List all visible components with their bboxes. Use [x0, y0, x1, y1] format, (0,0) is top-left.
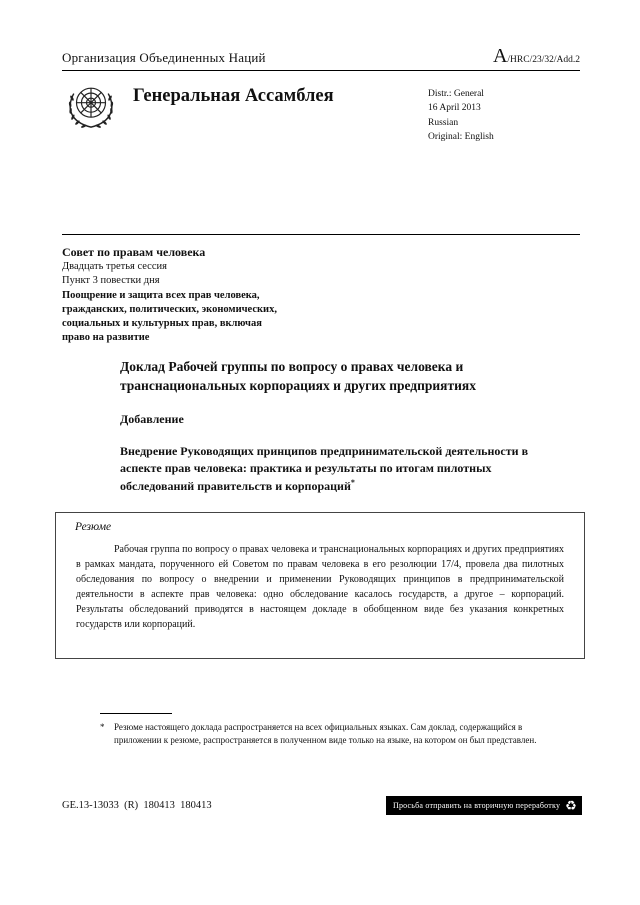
session-block — [0, 235, 640, 345]
footnote-separator — [100, 713, 172, 714]
doc-symbol — [493, 46, 580, 66]
recycle-text: Просьба отправить на вторичную переработку — [392, 801, 561, 810]
distr-block — [428, 80, 580, 144]
report-subtitle — [120, 443, 535, 494]
footnote-block — [100, 713, 560, 747]
un-emblem-icon — [62, 80, 120, 138]
summary-box — [55, 512, 585, 659]
distr-language: Russian — [428, 117, 459, 128]
footnote-marker: * — [100, 721, 105, 732]
org-name: Организация Объединенных Наций — [62, 50, 266, 65]
masthead — [0, 71, 640, 144]
report-title: Доклад Рабочей группы по вопросу о правах человека и транснациональных корпорациях и других предприятиях — [120, 359, 476, 393]
agenda-line: гражданских, политических, экономических, — [62, 303, 277, 315]
agenda-line: право на развитие — [62, 332, 150, 344]
footnote-text: Резюме настоящего доклада распространяется на всех официальных языках. Сам доклад, содержащийся в приложении к резюме, распространяется в полученном виде только на языке, на котором он был представлен. — [114, 721, 537, 745]
ge-document-code: GE.13-13033 (R) 180413 180413 — [62, 800, 212, 811]
assembly-title: Генеральная Ассамблея — [133, 86, 334, 106]
report-subtitle-text: Внедрение Руководящих принципов предпринимательской деятельности в аспекте прав человека: практика и результаты по итогам пилотных обследований правительств и корпораций — [120, 444, 529, 494]
footnote-row — [100, 721, 560, 747]
recycle-icon: ♻ — [565, 798, 577, 813]
addendum-label: Добавление — [120, 412, 184, 427]
subtitle-footnote-marker: * — [350, 478, 355, 488]
doc-symbol-big-letter: A — [492, 45, 508, 67]
summary-body: Рабочая группа по вопросу о правах человека и транснациональных корпорациях и других предприятиях в рамках мандата, порученного ей Советом по правам человека в его резолюции 17/4, провела два пилотных обследования по вопросу о внедрении и применении Руководящих принципов в предпринимательской деятельности в аспекте прав человека: одно обследование касалось государств, а другое – корпораций. Результаты обследований приводятся в настоящем докладе в обобщенном виде без указания конкретных государств или корпораций. — [76, 543, 564, 630]
summary-label: Резюме — [75, 520, 112, 533]
session-number: Двадцать третья сессия — [62, 261, 167, 273]
agenda-line: Поощрение и защита всех прав человека, — [62, 289, 260, 301]
distr-date: 16 April 2013 — [428, 103, 481, 114]
header-top-row — [0, 0, 640, 66]
distr-line: Distr.: General — [428, 89, 484, 99]
agenda-item: Пункт 3 повестки дня — [62, 275, 160, 287]
footer-row — [62, 796, 582, 815]
agenda-line: социальных и культурных прав, включая — [62, 317, 262, 329]
doc-symbol-rest: /HRC/23/32/Add.2 — [507, 55, 580, 65]
recycle-banner — [386, 796, 582, 815]
distr-original: Original: English — [428, 131, 494, 142]
title-block — [0, 345, 640, 495]
council-name: Совет по правам человека — [62, 245, 206, 259]
